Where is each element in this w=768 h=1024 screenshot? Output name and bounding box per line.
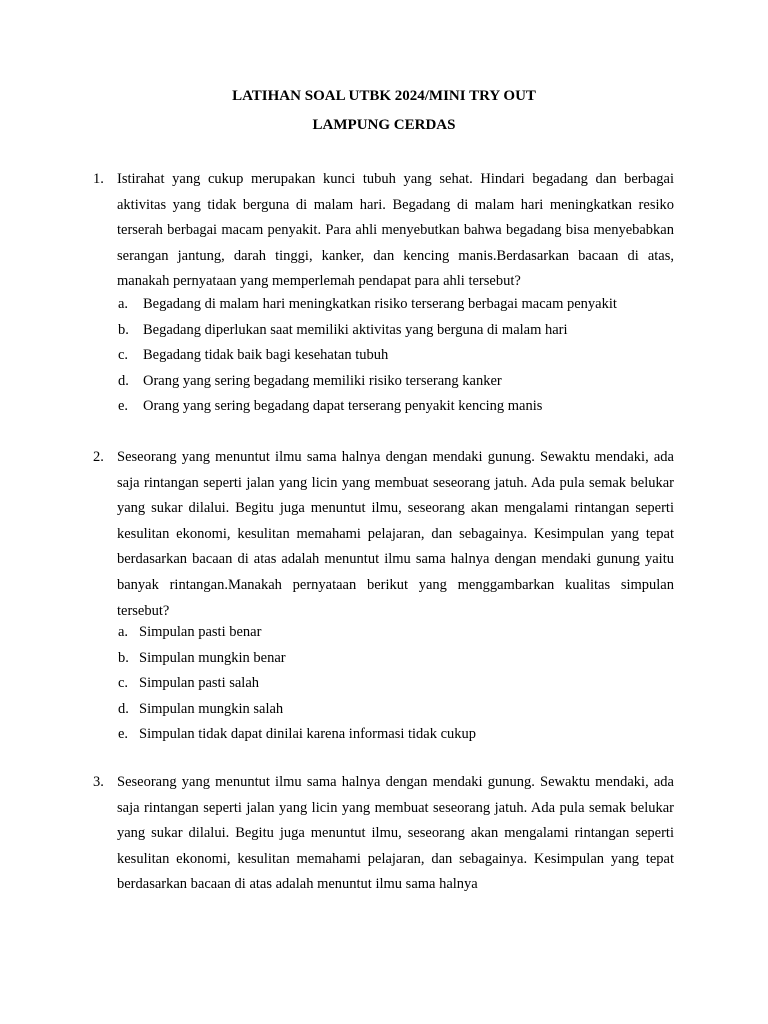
question-number: 3. — [93, 774, 104, 790]
option-letter: c. — [118, 347, 129, 364]
option-list — [117, 620, 677, 748]
option-text: Simpulan pasti salah — [139, 675, 260, 692]
option-text: Begadang diperlukan saat memiliki aktivitas yang berguna di malam hari — [143, 321, 568, 338]
option-text: Orang yang sering begadang dapat terserang penyakit kencing manis — [143, 398, 543, 415]
option-text: Simpulan mungkin benar — [139, 649, 286, 666]
question-text: Seseorang yang menuntut ilmu sama halnya dengan mendaki gunung. Sewaktu mendaki, ada saja rintangan seperti jalan yang licin yang membuat seseorang jatuh. Ada pula semak belukar yang sukar dilalui. Begitu juga menuntut ilmu, seseorang akan mengalami rintangan seperti kesulitan ekonomi, kesulitan memahami pelajaran, dan sebagainya. Kesimpulan yang tepat berdasarkan bacaan di atas adalah menuntut ilmu sama halnya dengan mendaki gunung yaitu banyak rintangan.Manakah pernyataan berikut yang menggambarkan kualitas simpulan tersebut? — [117, 449, 674, 619]
option-letter: d. — [118, 372, 129, 389]
option-text: Simpulan mungkin salah — [139, 700, 284, 717]
option-letter: c. — [118, 675, 129, 692]
option-letter: e. — [118, 398, 129, 415]
option-c — [117, 671, 677, 697]
option-text: Simpulan tidak dapat dinilai karena informasi tidak cukup — [139, 726, 477, 743]
option-text: Orang yang sering begadang memiliki risiko terserang kanker — [143, 372, 502, 389]
option-c — [117, 343, 677, 369]
question-text: Istirahat yang cukup merupakan kunci tubuh yang sehat. Hindari begadang dan berbagai aktivitas yang tidak berguna di malam hari. Begadang di malam hari meningkatkan resiko terserah berbagai macam penyakit. Para ahli menyebutkan bahwa begadang bisa menyebabkan serangan jantung, darah tinggi, kanker, dan kencing manis.Berdasarkan bacaan di atas, manakah pernyataan yang memperlemah pendapat para ahli tersebut? — [117, 171, 674, 290]
option-letter: e. — [118, 726, 129, 743]
option-b — [117, 646, 677, 672]
option-e — [117, 722, 677, 748]
question-number: 1. — [93, 171, 104, 187]
option-a — [117, 292, 677, 318]
question-number: 2. — [93, 449, 104, 465]
option-text: Simpulan pasti benar — [139, 624, 262, 640]
option-letter: b. — [118, 649, 129, 666]
document-title: LATIHAN SOAL UTBK 2024/MINI TRY OUT — [232, 88, 536, 104]
document-subtitle: LAMPUNG CERDAS — [312, 117, 456, 133]
option-b — [117, 318, 677, 344]
option-text: Begadang tidak baik bagi kesehatan tubuh — [143, 347, 389, 364]
option-letter: b. — [118, 321, 129, 338]
option-e — [117, 394, 677, 420]
option-text: Begadang di malam hari meningkatkan risiko terserang berbagai macam penyakit — [143, 296, 617, 312]
option-d — [117, 697, 677, 723]
option-letter: a. — [118, 624, 129, 640]
option-a — [117, 620, 677, 646]
option-letter: d. — [118, 700, 129, 717]
question-text: Seseorang yang menuntut ilmu sama halnya dengan mendaki gunung. Sewaktu mendaki, ada saja rintangan seperti jalan yang licin yang membuat seseorang jatuh. Ada pula semak belukar yang sukar dilalui. Begitu juga menuntut ilmu, seseorang akan mengalami rintangan seperti kesulitan ekonomi, kesulitan memahami pelajaran, dan sebagainya. Kesimpulan yang tepat berdasarkan bacaan di atas adalah menuntut ilmu sama halnya — [117, 774, 674, 893]
option-letter: a. — [118, 296, 129, 312]
option-d — [117, 369, 677, 395]
option-list — [117, 292, 677, 420]
